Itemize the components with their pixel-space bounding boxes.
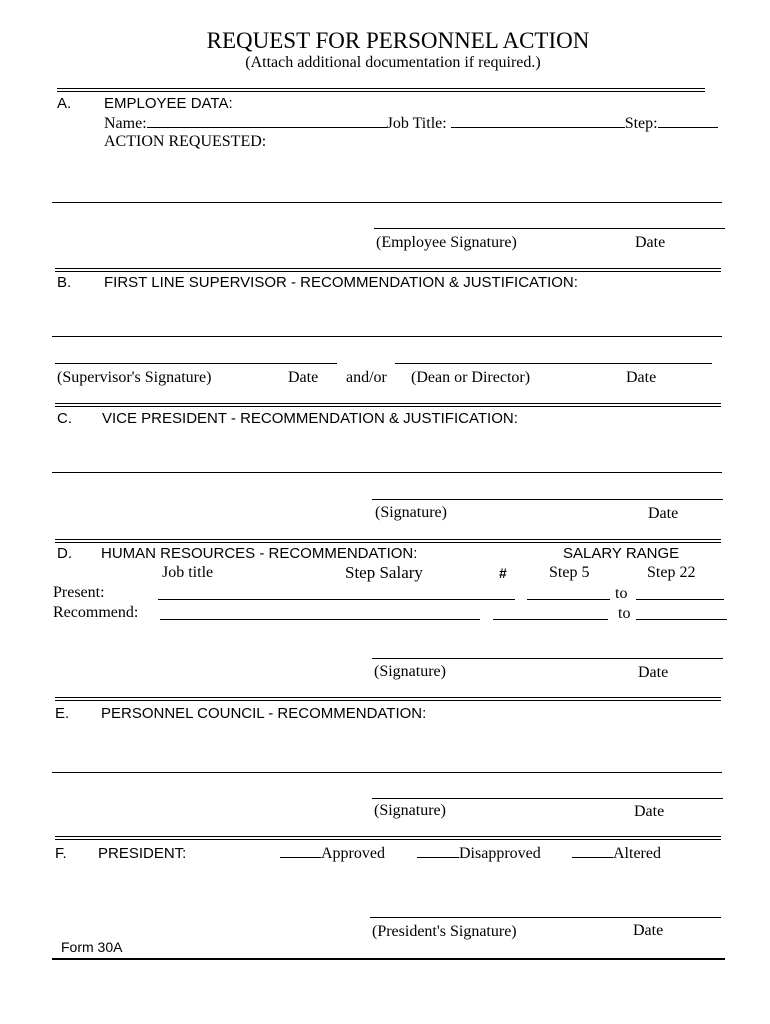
recommend-step5-field[interactable]: [493, 619, 608, 620]
name-row: [104, 113, 718, 133]
step-label: Step:: [624, 115, 658, 132]
form-subtitle: (Attach additional documentation if required.): [245, 54, 541, 71]
section-b-letter: B.: [57, 274, 72, 291]
name-field[interactable]: [147, 113, 387, 128]
present-job-title-field[interactable]: [158, 599, 515, 600]
divider-d: [55, 539, 721, 543]
employee-signature-date-label: Date: [635, 234, 666, 251]
council-date-label: Date: [634, 803, 665, 820]
form-number: Form 30A: [61, 939, 123, 955]
vp-signature-line[interactable]: [372, 499, 723, 500]
recommend-step22-field[interactable]: [636, 619, 727, 620]
section-b-heading: FIRST LINE SUPERVISOR - RECOMMENDATION & JUSTIFICATION:: [104, 274, 578, 291]
supervisor-signature-label: (Supervisor's Signature): [57, 369, 212, 386]
altered-label: Altered: [613, 845, 661, 862]
present-label: Present:: [53, 584, 105, 601]
vp-date-label: Date: [648, 505, 679, 522]
bottom-border-line: [52, 958, 725, 960]
president-signature-line[interactable]: [370, 917, 721, 918]
approved-field[interactable]: [280, 843, 321, 858]
recommend-job-title-field[interactable]: [160, 619, 480, 620]
employee-signature-line[interactable]: [374, 228, 725, 229]
present-to-label: to: [615, 585, 628, 602]
name-label: Name:: [104, 115, 147, 132]
supervisor-justification-line[interactable]: [52, 336, 722, 337]
section-e-heading: PERSONNEL COUNCIL - RECOMMENDATION:: [101, 705, 427, 722]
action-requested-label: ACTION REQUESTED:: [104, 133, 267, 150]
divider-b: [55, 268, 721, 272]
supervisor-date-label: Date: [288, 369, 319, 386]
section-c-heading: VICE PRESIDENT - RECOMMENDATION & JUSTIFICATION:: [102, 410, 518, 427]
president-signature-label: (President's Signature): [372, 923, 517, 940]
approved-label: Approved: [321, 845, 385, 862]
dean-director-label: (Dean or Director): [411, 369, 531, 386]
step-field[interactable]: [658, 113, 718, 128]
andor-label: and/or: [346, 369, 387, 386]
step5-column-label: Step 5: [549, 564, 590, 581]
job-title-field[interactable]: [451, 113, 625, 128]
step-salary-column-label: Step Salary: [345, 563, 423, 582]
disapproved-field[interactable]: [417, 843, 459, 858]
section-f-letter: F.: [55, 845, 67, 862]
recommend-to-label: to: [618, 605, 631, 622]
action-requested-line[interactable]: [52, 202, 722, 203]
section-a-letter: A.: [57, 95, 72, 112]
section-f-heading: PRESIDENT:: [98, 845, 187, 862]
section-c-letter: C.: [57, 410, 72, 427]
altered-option[interactable]: [572, 843, 661, 863]
president-date-label: Date: [633, 922, 664, 939]
council-recommendation-line[interactable]: [52, 772, 722, 773]
section-d-heading: HUMAN RESOURCES - RECOMMENDATION:: [101, 545, 418, 562]
altered-field[interactable]: [572, 843, 613, 858]
job-title-label: Job Title:: [386, 115, 447, 132]
council-signature-label: (Signature): [374, 802, 446, 819]
present-step22-field[interactable]: [636, 599, 724, 600]
salary-range-label: SALARY RANGE: [563, 545, 680, 562]
hr-signature-line[interactable]: [372, 658, 723, 659]
hr-date-label: Date: [638, 664, 669, 681]
disapproved-label: Disapproved: [459, 845, 541, 862]
dean-signature-line[interactable]: [395, 363, 712, 364]
council-signature-line[interactable]: [372, 798, 723, 799]
vp-justification-line[interactable]: [52, 472, 722, 473]
dean-date-label: Date: [626, 369, 657, 386]
vp-signature-label: (Signature): [375, 504, 447, 521]
divider-f: [55, 836, 721, 840]
present-step5-field[interactable]: [527, 599, 610, 600]
recommend-label: Recommend:: [53, 604, 139, 621]
divider-e: [55, 697, 721, 701]
number-column-label: #: [499, 565, 507, 581]
section-d-letter: D.: [57, 545, 72, 562]
supervisor-signature-line[interactable]: [55, 363, 337, 364]
divider-c: [55, 403, 721, 407]
divider-top: [57, 88, 705, 92]
disapproved-option[interactable]: [417, 843, 541, 863]
approved-option[interactable]: [280, 843, 385, 863]
section-e-letter: E.: [55, 705, 70, 722]
employee-signature-label: (Employee Signature): [376, 234, 517, 251]
hr-signature-label: (Signature): [374, 663, 446, 680]
job-title-column-label: Job title: [162, 564, 214, 581]
form-title: REQUEST FOR PERSONNEL ACTION: [206, 28, 590, 53]
step22-column-label: Step 22: [647, 564, 696, 581]
section-a-heading: EMPLOYEE DATA:: [104, 95, 233, 112]
